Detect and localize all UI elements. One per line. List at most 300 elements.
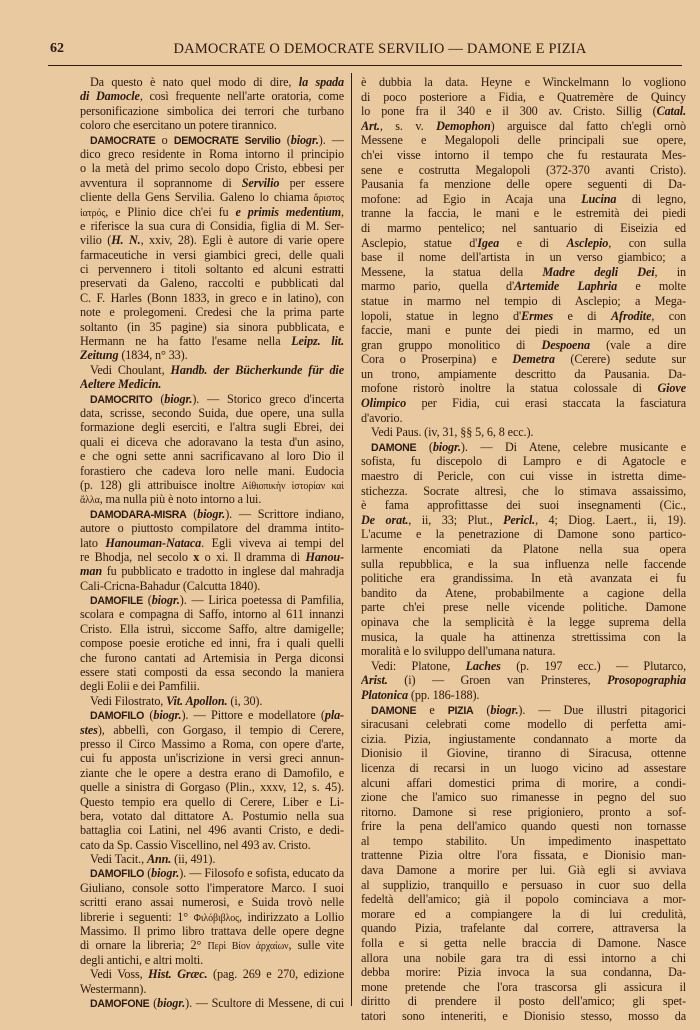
italic-title: man bbox=[80, 564, 102, 579]
greek-text: ἰατρός bbox=[80, 207, 106, 219]
italic-title: Vit. Apollon. bbox=[166, 693, 228, 708]
page-number: 62 bbox=[50, 41, 64, 56]
text-line bbox=[80, 679, 344, 693]
italic-title: biogr. bbox=[151, 593, 180, 608]
text-line bbox=[80, 89, 344, 103]
text-run: cizia. Pizia, ingiustamente condannato a morte da bbox=[361, 731, 686, 746]
text-line bbox=[361, 892, 686, 907]
text-run: ( bbox=[186, 506, 198, 521]
text-run: o xi. Il dramma di bbox=[199, 549, 306, 564]
text-line bbox=[80, 449, 344, 463]
text-line bbox=[361, 615, 686, 630]
text-line bbox=[361, 688, 686, 703]
text-run: faccie, mani e punte dei piedi in marmo, ed un bbox=[361, 323, 686, 338]
text-run: coloro che esercitano un potere tirannico. bbox=[80, 118, 277, 133]
text-run: essere stati composti da essa secondo la maniera bbox=[80, 665, 344, 680]
italic-title: Ermes bbox=[521, 308, 553, 323]
paragraph bbox=[80, 708, 344, 852]
text-run: Westermann). bbox=[80, 981, 147, 996]
text-run: presso il Circo Massimo a Roma, con opere d'arte, bbox=[80, 736, 344, 751]
text-run: statue in marmo nel tempio di Asclepio; a Mega- bbox=[361, 293, 686, 308]
text-line bbox=[361, 309, 686, 324]
text-run: dava Damone a morire per lui. Già egli si avviava bbox=[361, 863, 686, 878]
text-run: ). — Lirica poetessa di Pamfilia, bbox=[179, 593, 344, 608]
italic-title: Giove bbox=[657, 381, 686, 396]
text-run: mone pretende che l'ora trascorsa gli assicura il bbox=[361, 979, 686, 994]
italic-title: Catal. bbox=[656, 104, 686, 119]
text-run: per essere bbox=[279, 175, 344, 190]
text-run: (p. 197 ecc.) — Plutarco, bbox=[500, 658, 686, 673]
text-run: formazione degli eserciti, e l'altra sugli Ebrei, dei bbox=[80, 420, 344, 435]
text-line bbox=[361, 498, 686, 513]
text-run: (p. 128) gli attribuisce inoltre bbox=[80, 477, 242, 492]
text-line bbox=[361, 527, 686, 542]
text-run: ( bbox=[144, 866, 152, 881]
text-line bbox=[361, 119, 686, 134]
italic-title: Hist. Græc. bbox=[148, 967, 208, 982]
text-line bbox=[361, 323, 686, 338]
text-run: trattenne Pizia oltre l'ora fissata, e Dionisio man- bbox=[361, 848, 686, 863]
text-run: , in bbox=[654, 264, 686, 279]
text-run: maestro di Pericle, con cui visse in istretta dime- bbox=[361, 469, 686, 484]
greek-text: Φιλόβιβλος bbox=[193, 912, 239, 924]
text-run: Da questo è nato quel modo di dire, bbox=[90, 75, 299, 89]
italic-title: Asclepio bbox=[566, 235, 609, 250]
text-run: ). — Pittore e modellatore ( bbox=[181, 708, 325, 723]
text-run: marmo pario, quella d' bbox=[361, 279, 515, 294]
text-line bbox=[361, 133, 686, 148]
text-line bbox=[80, 363, 344, 377]
paragraph bbox=[80, 75, 344, 133]
text-run: ( bbox=[152, 391, 165, 406]
text-run: ), abbellì, con Gorgaso, il tempio di Cerere, bbox=[97, 722, 344, 737]
italic-title: Ann. bbox=[146, 852, 172, 867]
text-line bbox=[80, 334, 344, 348]
text-line bbox=[361, 717, 686, 732]
text-line bbox=[80, 607, 344, 621]
text-line bbox=[80, 507, 344, 521]
text-line bbox=[361, 75, 686, 90]
text-line bbox=[361, 600, 686, 615]
text-run: Massimo. Il primo libro trattava delle opere degne bbox=[80, 924, 344, 939]
italic-title: Laches bbox=[465, 658, 501, 673]
text-line bbox=[80, 233, 344, 247]
text-line bbox=[80, 75, 344, 89]
text-line bbox=[80, 219, 344, 233]
text-run: Vedi Tacit., bbox=[90, 852, 147, 867]
italic-title: stes bbox=[80, 722, 98, 737]
text-line bbox=[80, 910, 344, 924]
text-line bbox=[80, 895, 344, 909]
text-run: che furono cantati ad Artemisia in Perga diconsi bbox=[80, 650, 344, 665]
text-run: ). — bbox=[318, 132, 344, 147]
text-run: quelle a sinistra di Gorgaso (Plin., xxxv, 12, s. 45). bbox=[80, 780, 344, 795]
italic-title: Platonica bbox=[361, 687, 408, 702]
text-run: Messene, la statua della bbox=[361, 264, 543, 279]
text-run: Hermann ne ha fatto l'esame nella bbox=[80, 334, 292, 349]
header-rule bbox=[48, 65, 682, 66]
text-line bbox=[80, 492, 344, 506]
text-line bbox=[361, 819, 686, 834]
text-run: e riferisce la sua cura di Considia, figlia di M. Ser- bbox=[80, 218, 344, 233]
bold-text: x bbox=[193, 549, 200, 564]
text-run: di poco posteriore a Fidia, e Quatremère de Quincy bbox=[361, 89, 686, 104]
paragraph bbox=[80, 593, 344, 694]
text-line bbox=[80, 478, 344, 492]
text-line bbox=[80, 147, 344, 161]
text-run: bandito da Atene, probabilmente a cagione della bbox=[361, 585, 686, 600]
paragraph bbox=[80, 852, 344, 866]
text-run: , così frequente nell'arte oratoria, come bbox=[139, 89, 344, 104]
text-line bbox=[361, 265, 686, 280]
text-run: ). — Di Atene, celebre musicante e bbox=[460, 439, 686, 454]
entry-headword: DAMODARA-MISRA bbox=[90, 508, 187, 521]
text-run: ). — Scultore di Messene, di cui bbox=[185, 996, 344, 1010]
italic-title: Despoena bbox=[541, 337, 590, 352]
text-run: parte ch'ei prese nelle vicende politiche. Damone bbox=[361, 600, 686, 615]
text-run: (ii, 491). bbox=[171, 852, 216, 867]
text-run: tatori sono inteneriti, e Dionisio stesso, mosso da bbox=[361, 1009, 686, 1023]
text-line bbox=[80, 104, 344, 118]
text-run: , e Plinio dice ch'ei fu bbox=[105, 204, 236, 219]
text-line bbox=[361, 805, 686, 820]
text-line bbox=[80, 291, 344, 305]
text-line bbox=[80, 866, 344, 880]
text-line bbox=[80, 377, 344, 391]
italic-title: biogr. bbox=[432, 439, 461, 454]
text-line bbox=[80, 924, 344, 938]
text-line bbox=[80, 205, 344, 219]
text-run: mofone: ad Egio in Acaja una bbox=[361, 191, 582, 206]
text-run: di marmo pentelico; nel santuario di Eiseizia ed bbox=[361, 220, 686, 235]
text-run: C. F. Harles (Bonn 1833, in greco e in latino), con bbox=[80, 290, 344, 305]
text-run: Dionisio il Giovine, tiranno di Siracusa, ottenne bbox=[361, 746, 686, 761]
text-run: zione che l'amico suo rimanesse in pegno del suo bbox=[361, 790, 686, 805]
text-run: , indirizzato a Lollio bbox=[239, 909, 344, 924]
text-line bbox=[80, 593, 344, 607]
text-line bbox=[361, 936, 686, 951]
italic-title: di Damocle bbox=[80, 89, 140, 104]
text-line bbox=[361, 90, 686, 105]
entry-headword: DAMOFONE bbox=[90, 998, 150, 1010]
text-run: Asclepio, statue d' bbox=[361, 235, 478, 250]
text-run: (pag. 269 e 270, edizione bbox=[207, 967, 344, 982]
text-line bbox=[80, 320, 344, 334]
text-line bbox=[80, 435, 344, 449]
text-run: fu pubblicato e tradotto in inglese dal mahradja bbox=[102, 564, 344, 579]
text-run: scritti erano assai numerosi, e Suida trovò nelle bbox=[80, 895, 344, 910]
text-run: dico greco residente in Roma intorno il principio bbox=[80, 146, 344, 161]
text-line bbox=[80, 464, 344, 478]
text-run: ( bbox=[149, 996, 158, 1010]
italic-title: Pericl. bbox=[503, 512, 536, 527]
text-line bbox=[80, 248, 344, 262]
text-run: forastiero che cadeva loro nelle mani. Eudocia bbox=[80, 463, 344, 478]
text-line bbox=[361, 396, 686, 411]
text-run: (vale a dire bbox=[589, 337, 686, 352]
text-run: di ornare la libreria; 2° bbox=[80, 938, 208, 953]
text-line bbox=[361, 776, 686, 791]
text-line bbox=[361, 703, 686, 718]
text-line bbox=[80, 262, 344, 276]
text-run: ( bbox=[142, 593, 152, 608]
text-run: , ii, 33; Plut., bbox=[408, 512, 504, 527]
italic-title: Hanouman-Nataca bbox=[105, 535, 202, 550]
text-line bbox=[80, 550, 344, 564]
text-run: larmente encomiati da Platone nella sua opera bbox=[361, 542, 686, 556]
text-line bbox=[80, 651, 344, 665]
text-run: opinava che la semplicità è la legge suprema della bbox=[361, 614, 686, 629]
text-line bbox=[80, 766, 344, 780]
italic-title: e primis medentium bbox=[235, 204, 342, 219]
text-run: sulla repubblica, e la sua influenza nelle faccende bbox=[361, 556, 686, 571]
text-run: ci pervennero i titoli soltanto ed alcuni estratti bbox=[80, 262, 344, 277]
text-line bbox=[361, 848, 686, 863]
text-line bbox=[80, 694, 344, 708]
greek-text: Περὶ Βίον ἀρχαίων bbox=[207, 941, 289, 953]
text-line bbox=[361, 1009, 686, 1024]
text-line bbox=[361, 338, 686, 353]
text-run: ). — Scrittore indiano, bbox=[225, 506, 344, 521]
paragraph bbox=[80, 967, 344, 996]
text-run: lo pone fra il 340 e il 300 av. Cristo. Sillig ( bbox=[361, 104, 657, 119]
italic-title: Prosopographia bbox=[607, 673, 686, 688]
text-run: diritto di prendere il posto dell'amico; gli spet- bbox=[361, 994, 686, 1009]
text-run: Vedi Choulant, bbox=[90, 362, 171, 377]
text-run: ch'ei visse intorno il tempo che fu restaurata Mes- bbox=[361, 147, 686, 162]
text-run: scolara e compagna di Saffo, intorno al 611 innanzi bbox=[80, 607, 344, 622]
italic-title: Artemide Laphria bbox=[514, 279, 618, 294]
paragraph bbox=[80, 996, 344, 1010]
text-run: o bbox=[155, 132, 174, 147]
text-line bbox=[361, 907, 686, 922]
text-run: allora una nobile gara tra di essi intorno a chi bbox=[361, 950, 686, 965]
italic-title: Leipz. lit. bbox=[291, 334, 344, 349]
text-run: Questo tempio era quello di Cerere, Liber e Li- bbox=[80, 794, 344, 809]
text-line bbox=[361, 790, 686, 805]
text-run: e che ogni sette anni sacrificavano al loro Dio il bbox=[80, 449, 344, 464]
left-column bbox=[80, 75, 344, 1010]
text-line bbox=[361, 192, 686, 207]
paragraph bbox=[80, 363, 344, 392]
text-run: e bbox=[416, 702, 448, 717]
text-run: battaglia coi Latini, nel 496 avanti Cristo, e dedi- bbox=[80, 823, 344, 838]
entry-headword: DAMONE bbox=[371, 704, 417, 717]
text-run: Cali-Cricna-Bahadur (Calcutta 1840). bbox=[80, 578, 261, 593]
italic-title: Demetra bbox=[512, 352, 555, 367]
text-line bbox=[80, 176, 344, 190]
entry-headword: DEMOCRATE Servilio bbox=[173, 134, 281, 147]
entry-headword: DAMONE bbox=[371, 441, 417, 454]
text-run: moralità e lo sviluppo dell'umana natura. bbox=[361, 644, 556, 659]
italic-title: Lucina bbox=[581, 191, 617, 206]
column-divider bbox=[351, 73, 352, 1006]
text-run: Vedi Voss, bbox=[90, 967, 149, 982]
entry-headword: PIZIA bbox=[447, 704, 474, 717]
text-run: , s. v. bbox=[379, 118, 437, 133]
text-run: fedeltà dell'amico; già il popolo cominciava a mor- bbox=[361, 892, 686, 907]
text-run: ( bbox=[280, 132, 291, 147]
text-line bbox=[80, 938, 344, 952]
text-run: Pausania fa menzione delle opere seguenti di Da- bbox=[361, 177, 686, 192]
text-run: Vedi: Platone, bbox=[371, 658, 466, 673]
paragraph bbox=[80, 133, 344, 363]
text-run: è fama approfittasse dei suoi insegnamenti (Cic., bbox=[361, 498, 686, 513]
text-line bbox=[361, 673, 686, 688]
text-run: , xxiv, 28). Egli è autore di varie opere bbox=[140, 233, 344, 248]
italic-title: Handb. der Bücherkunde für die bbox=[170, 362, 344, 377]
italic-title: Zeitung bbox=[80, 348, 119, 363]
text-line bbox=[361, 425, 686, 440]
text-run: sene e costrutta Megalopoli (372-370 avanti Cristo). bbox=[361, 162, 686, 177]
entry-headword: DAMOCRATE bbox=[90, 134, 156, 147]
text-line bbox=[361, 411, 686, 426]
text-line bbox=[80, 881, 344, 895]
text-run: musica, la quale ha attinenza strettissima con la bbox=[361, 629, 686, 644]
text-run: ). — Storico greco d'incerta bbox=[192, 391, 344, 406]
right-column bbox=[361, 75, 686, 1024]
italic-title: Demophon bbox=[436, 118, 491, 133]
text-line bbox=[361, 352, 686, 367]
entry-headword: DAMOFILO bbox=[90, 710, 145, 723]
text-line bbox=[80, 622, 344, 636]
greek-text: ἄριστος bbox=[313, 193, 344, 205]
entry-headword: DAMOFILO bbox=[90, 868, 145, 881]
text-line bbox=[80, 996, 344, 1010]
text-line bbox=[361, 236, 686, 251]
text-line bbox=[361, 279, 686, 294]
text-line bbox=[80, 348, 344, 362]
entry-headword: DAMOCRITO bbox=[90, 393, 153, 406]
text-run: base il nome dell'artista in un verso giambico; a bbox=[361, 250, 686, 265]
text-run: stichezza. Socrate altresì, che lo stimava assaissimo, bbox=[361, 483, 686, 498]
text-line bbox=[361, 367, 686, 382]
text-line bbox=[80, 636, 344, 650]
text-line bbox=[361, 148, 686, 163]
text-line bbox=[80, 564, 344, 578]
text-line bbox=[80, 780, 344, 794]
text-run: (pp. 186-188). bbox=[408, 687, 480, 702]
text-run: ). — Due illustri pitagorici bbox=[518, 702, 686, 717]
italic-title: biogr. bbox=[290, 132, 319, 147]
paragraph bbox=[361, 425, 686, 440]
text-line bbox=[80, 536, 344, 550]
italic-title: biogr. bbox=[153, 708, 182, 723]
text-run: Cora o Proserpina) e bbox=[361, 352, 513, 367]
text-line bbox=[80, 118, 344, 132]
text-line bbox=[80, 723, 344, 737]
paragraph bbox=[361, 703, 686, 1024]
text-run: ritorno. Damone si rese prigioniero, pronto a sof- bbox=[361, 804, 686, 819]
text-run: Vedi Filostrato, bbox=[90, 693, 167, 708]
text-run: lopoli, statue in legno d' bbox=[361, 308, 522, 323]
text-run: compose poesie erotiche ed inni, fra i quali quelli bbox=[80, 636, 344, 651]
italic-title: biogr. bbox=[157, 996, 186, 1010]
text-run: al supplizio, tranquillo e persuaso in cuor suo della bbox=[361, 877, 686, 892]
text-run: Giuliano, console sotto l'imperatore Marco. I suoi bbox=[80, 880, 344, 895]
text-run: licenza di recarsi in un luogo vicino ad assestare bbox=[361, 760, 686, 775]
text-line bbox=[361, 746, 686, 761]
text-line bbox=[361, 921, 686, 936]
text-line bbox=[361, 206, 686, 221]
text-line bbox=[80, 406, 344, 420]
text-run: debba morire: Pizia invoca la sua condanna, Da- bbox=[361, 965, 686, 980]
text-run: lato bbox=[80, 535, 106, 550]
text-run: ( bbox=[144, 708, 154, 723]
text-line bbox=[361, 557, 686, 572]
running-title: DAMOCRATE O DEMOCRATE SERVILIO — DAMONE E PIZIA bbox=[173, 41, 587, 57]
text-run: folla e si getta nelle braccia di Damone. Nasce bbox=[361, 936, 686, 951]
text-line bbox=[361, 542, 686, 557]
text-line bbox=[361, 630, 686, 645]
text-run: sofista, fu discepolo di Lampro e di Agatocle e bbox=[361, 454, 686, 469]
text-run: siracusani celebrati come modello di perfetta ami- bbox=[361, 717, 686, 732]
text-run: avventura il soprannome di bbox=[80, 175, 242, 190]
text-line bbox=[80, 751, 344, 765]
text-run: politiche era grandissima. In età avanzata ei fu bbox=[361, 571, 686, 586]
text-line bbox=[361, 980, 686, 995]
italic-title: H. N. bbox=[111, 233, 141, 248]
text-line bbox=[361, 878, 686, 893]
text-run: librerie i seguenti: 1° bbox=[80, 909, 194, 924]
text-run: Messene e Megalopoli delle principali sue opere, bbox=[361, 133, 686, 148]
paragraph bbox=[361, 75, 686, 425]
text-line bbox=[361, 440, 686, 455]
text-run: ziante che le opere a destra erano di Damofilo, e bbox=[80, 765, 344, 780]
paragraph bbox=[80, 392, 344, 507]
text-run: , sulle vite bbox=[288, 938, 344, 953]
text-run: Cristo. Ella istruì, siccome Saffo, altre damigelle; bbox=[80, 621, 344, 636]
text-line bbox=[361, 221, 686, 236]
greek-text: Αἰθιοπικὴν ἱστορίαν καὶ bbox=[241, 480, 344, 492]
text-run: note e prolegomeni. Credesi che la prima parte bbox=[80, 305, 344, 320]
text-line bbox=[80, 953, 344, 967]
italic-title: Madre degli Dei bbox=[542, 264, 655, 279]
italic-title: Art. bbox=[361, 118, 380, 133]
text-line bbox=[361, 732, 686, 747]
text-line bbox=[361, 586, 686, 601]
text-run: soltanto (in 35 pagine) sia sinora pubblicata, e bbox=[80, 319, 344, 334]
text-run: (1834, n° 33). bbox=[118, 348, 188, 363]
text-line bbox=[361, 454, 686, 469]
text-run: ( bbox=[473, 702, 491, 717]
italic-title: biogr. bbox=[197, 506, 226, 521]
entry-headword: DAMOFILE bbox=[90, 595, 143, 608]
text-line bbox=[80, 982, 344, 996]
text-run: , con sulla bbox=[608, 235, 686, 250]
italic-title: Hanou- bbox=[305, 549, 344, 564]
italic-title: Olimpico bbox=[361, 396, 407, 411]
italic-title: biogr. bbox=[164, 391, 193, 406]
text-run: per Fidia, cui erasi staccata la fasciatura bbox=[406, 396, 686, 411]
italic-title: Arist. bbox=[361, 673, 388, 688]
text-line bbox=[361, 863, 686, 878]
text-run: re Bhodja, nel secolo bbox=[80, 549, 194, 564]
text-line bbox=[80, 665, 344, 679]
paragraph bbox=[361, 440, 686, 659]
text-line bbox=[80, 305, 344, 319]
text-run: , con bbox=[651, 308, 686, 323]
paragraph bbox=[80, 507, 344, 593]
text-run: ( bbox=[416, 439, 433, 454]
italic-title: pla- bbox=[324, 708, 344, 723]
text-run: autore o piuttosto compilatore del dramma intito- bbox=[80, 521, 344, 536]
text-line bbox=[80, 795, 344, 809]
paragraph bbox=[361, 659, 686, 703]
text-run: è dubbia la data. Heyne e Winckelmann lo vogliono bbox=[361, 75, 686, 89]
text-line bbox=[80, 809, 344, 823]
text-run: di legno, bbox=[616, 191, 686, 206]
